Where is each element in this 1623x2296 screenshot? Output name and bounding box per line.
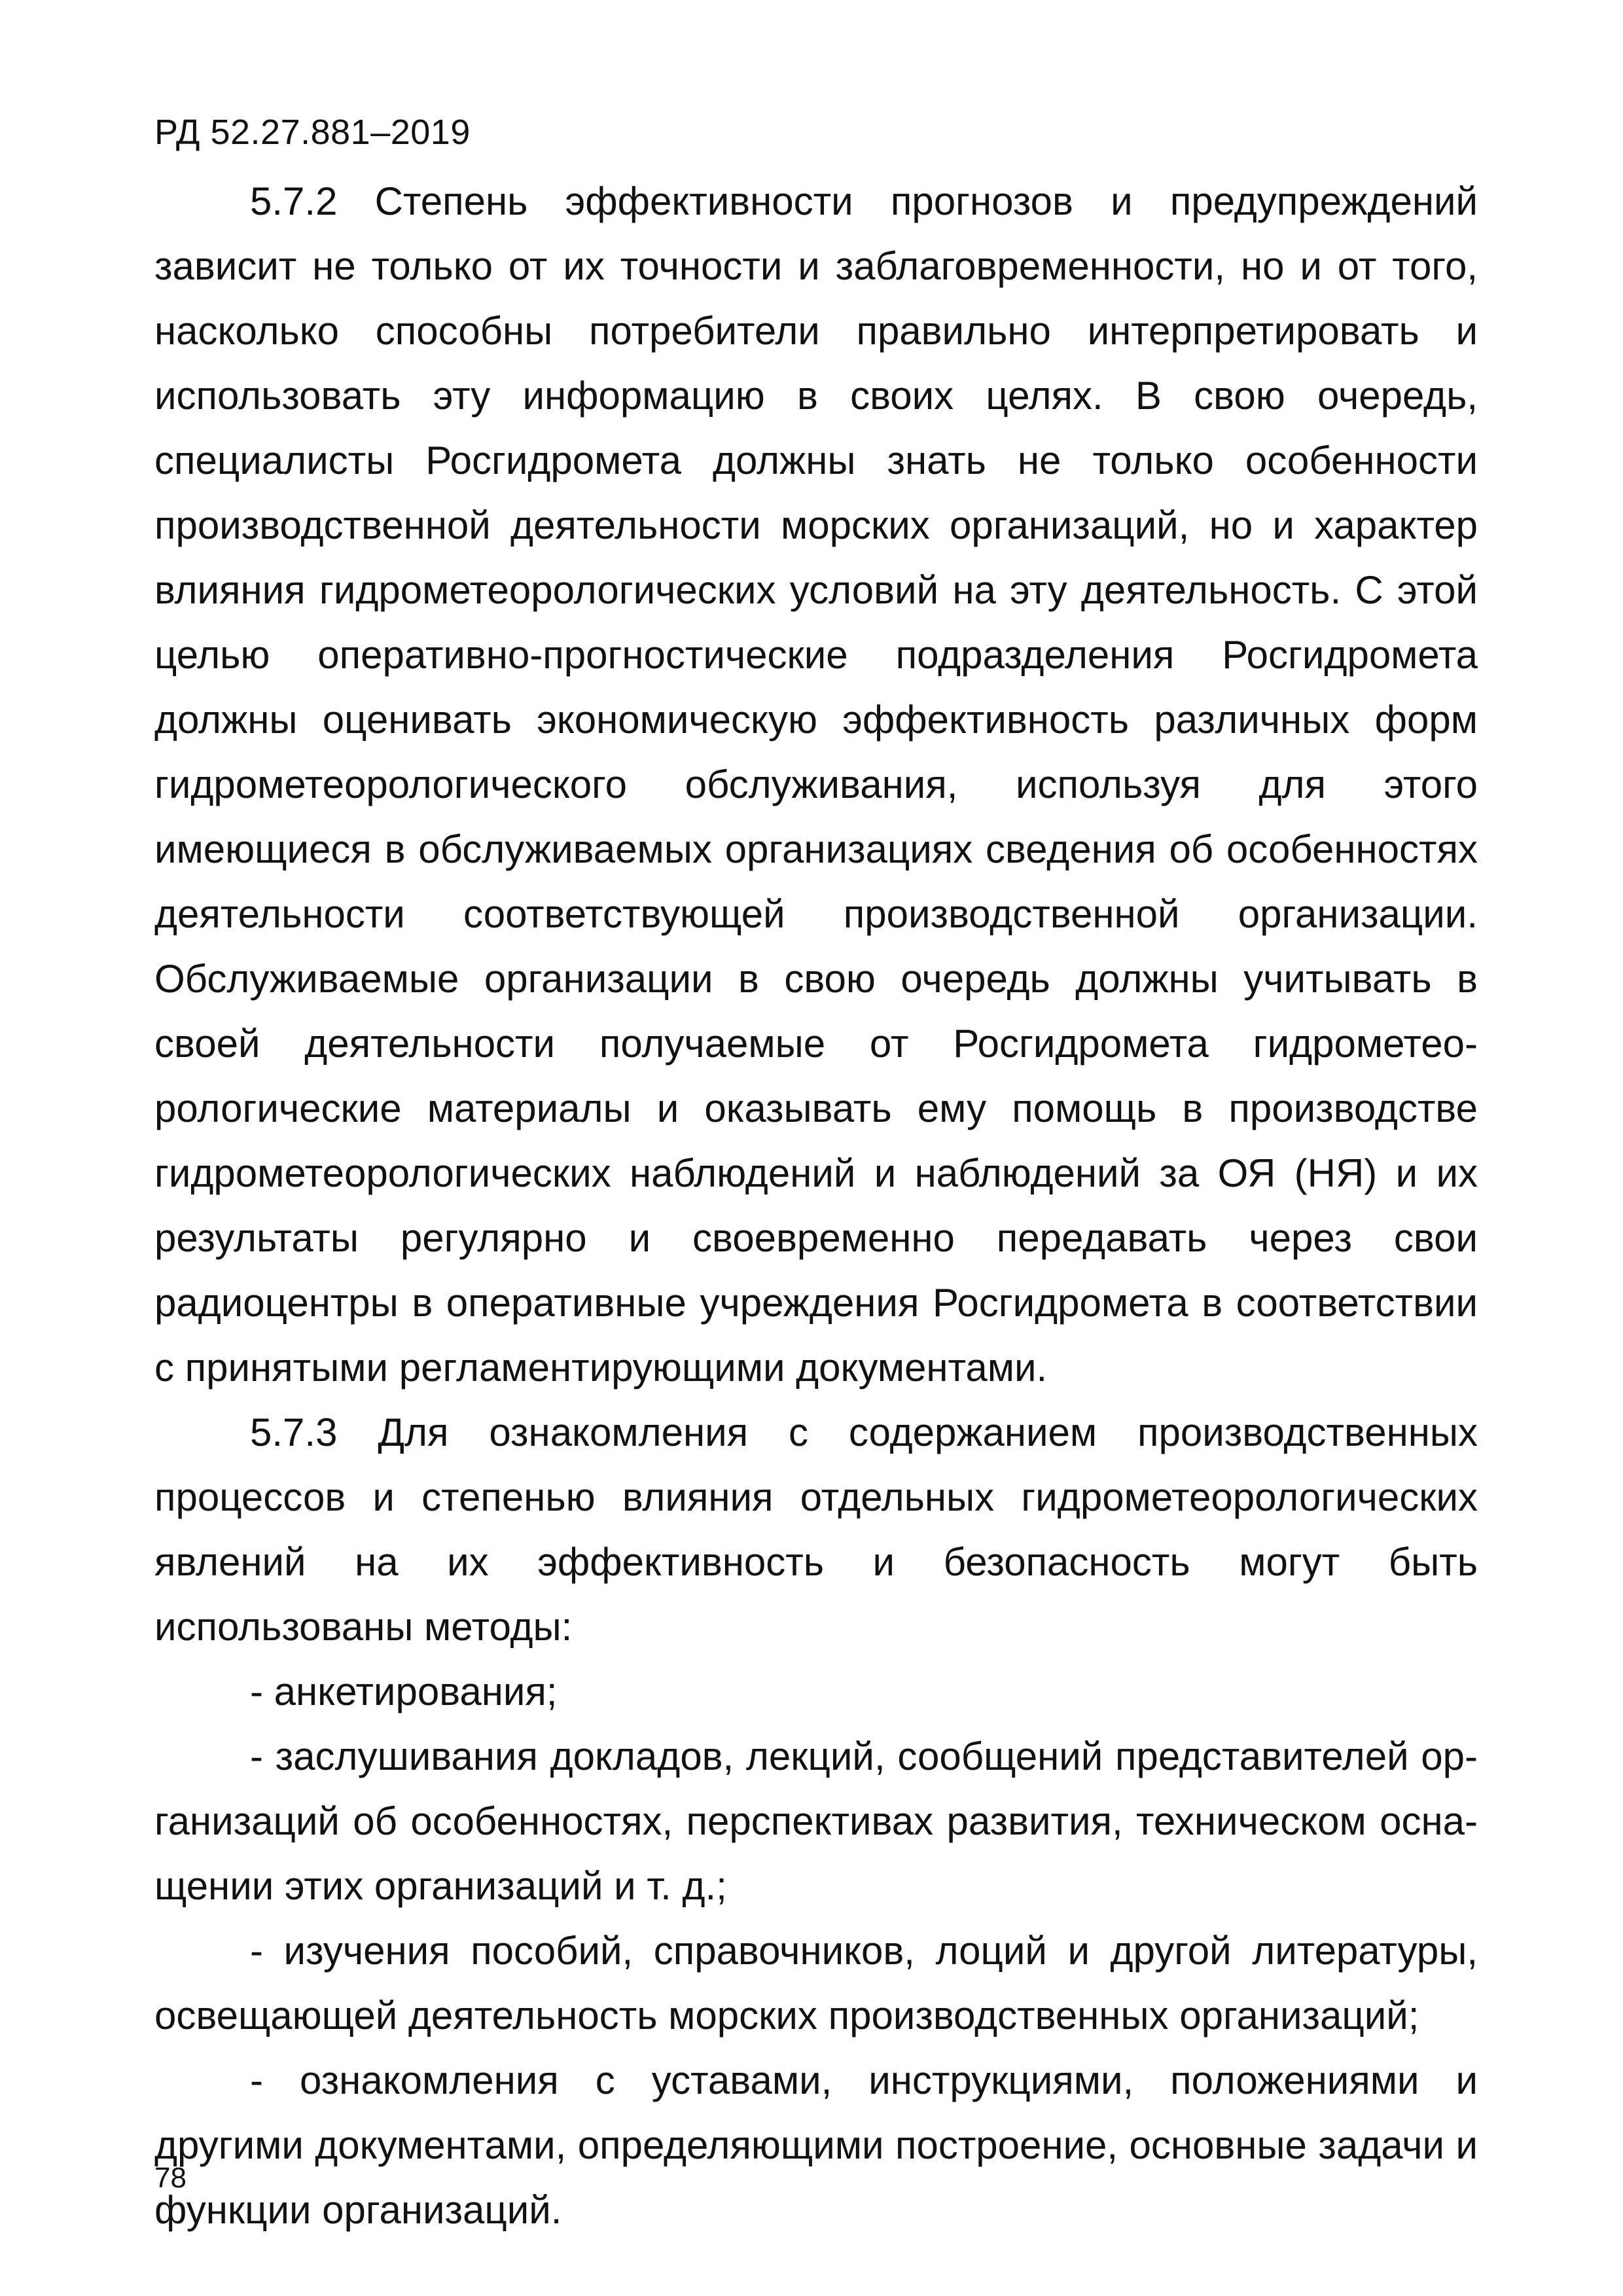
list-item-questionnaire: - анкетирования;: [250, 1670, 558, 1713]
paragraph-5-7-3: 5.7.3 Для ознакомления с содержанием производственных процессов и степенью влияния отдельных гидрометеорологических явлений на их эффективность и безопасность могут быть использованы методы:: [154, 1410, 1478, 1649]
page-number: 78: [154, 2162, 187, 2194]
document-code-header: РД 52.27.881–2019: [154, 113, 471, 152]
list-item-documents: - ознакомления с уставами, инструкциями, положениями и другими документами, определяющими построение, основные задачи и функции организаций.: [154, 2058, 1478, 2232]
paragraph-5-7-2: 5.7.2 Степень эффективности прогнозов и предупреждений зависит не только от их точности и заблаговременности, но и от того, насколько способны потребители правильно интерпретировать и использовать эту информацию в своих целях. В свою очередь, специалисты Росгидромета должны знать не только особенности производственной деятельности морских организаций, но и характер влияния гидрометеорологических условий на эту деятельность. С этой целью оперативно-прогностические подразделения Росгидромета должны оценивать экономическую эффективность различных форм гидрометеорологического обслуживания, используя для этого имеющиеся в обслуживаемых организациях сведения об особенностях деятельности соответствующей производственной организации. Обслуживаемые организации в свою очередь должны учитывать в своей деятельности получаемые от Росгидромета гидрометеорологические материалы и оказывать ему помощь в производстве гидрометеорологических наблюдений и наблюдений за ОЯ (НЯ) и их результаты регулярно и своевременно передавать через свои радиоцентры в оперативные учреждения Росгидромета в соответствии с принятыми регламентирующими документами.: [154, 179, 1478, 1390]
list-item-literature: - изучения пособий, справочников, лоций и другой литературы, освещающей деятельность морских производственных организаций;: [154, 1929, 1478, 2037]
body-text: [154, 169, 1478, 2242]
list-item-reports: - заслушивания докладов, лекций, сообщений представителей организаций об особенностях, перспективах развития, техническом оснащении этих организаций и т. д.;: [154, 1734, 1478, 1908]
